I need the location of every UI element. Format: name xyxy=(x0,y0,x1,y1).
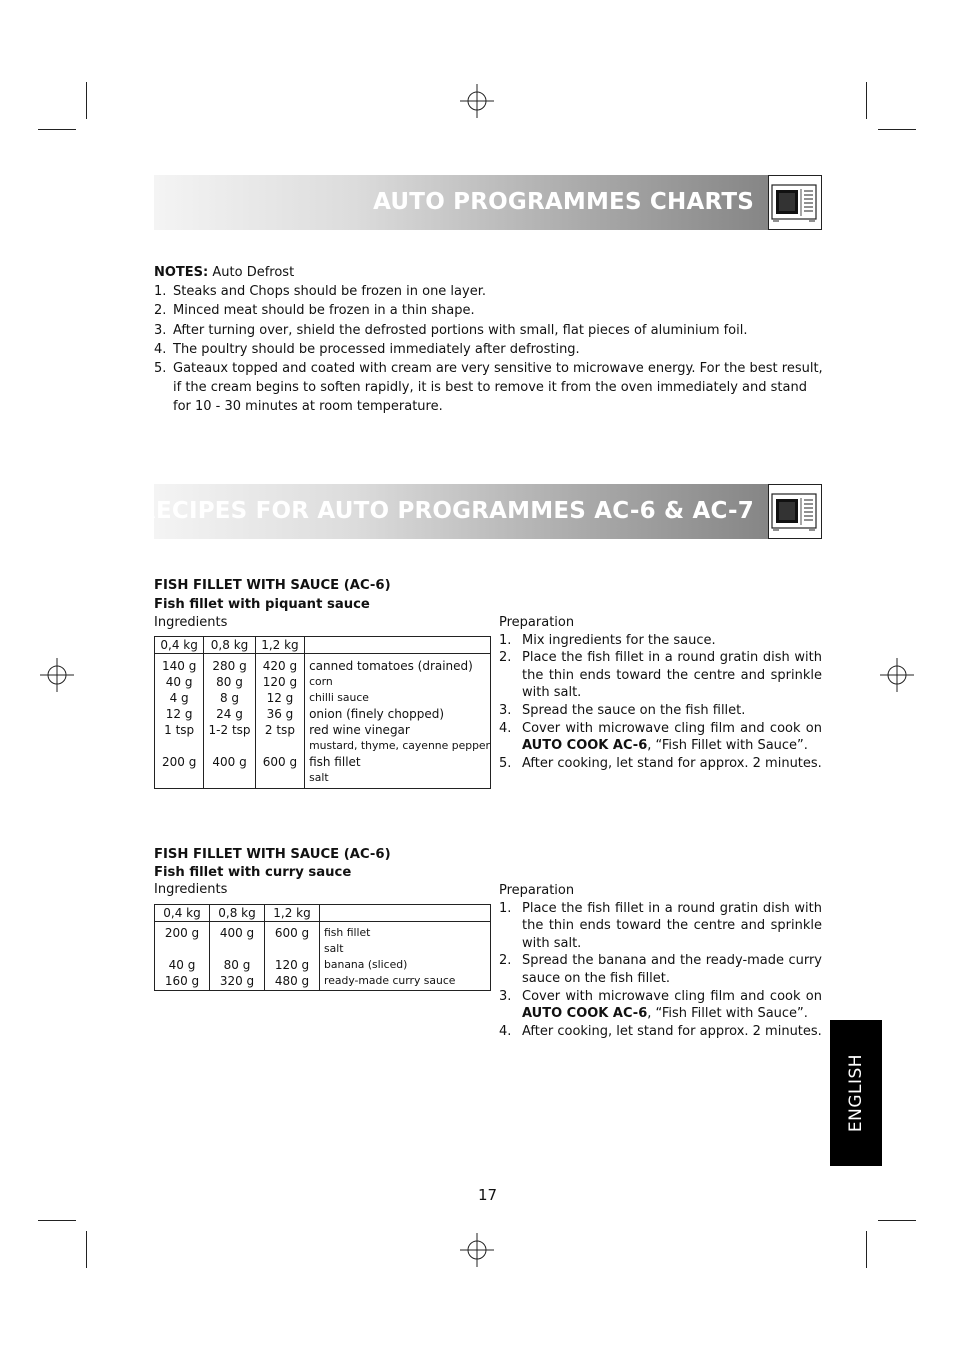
table-cell: 24 g xyxy=(216,707,243,721)
list-item xyxy=(499,702,822,720)
preparation-label: Preparation xyxy=(499,883,575,898)
step-text: Place the fish fillet in a round gratin dish with the thin ends toward the centre and sprinkle with salt. xyxy=(522,650,822,701)
table-cell xyxy=(204,738,255,754)
preparation-section xyxy=(499,614,822,772)
table-cell: canned tomatoes (drained) xyxy=(309,659,473,673)
table-cell: 160 g xyxy=(164,974,200,988)
table-cell: 120 g xyxy=(274,958,310,972)
item-number: 3. xyxy=(154,322,167,338)
step-text: Mix ingredients for the sauce. xyxy=(522,632,716,648)
section-banner-recipes xyxy=(138,484,822,539)
step-number: 4. xyxy=(499,1023,512,1039)
table-header-cell: 1,2 kg xyxy=(255,637,304,654)
table-cell: salt xyxy=(324,942,344,955)
table-cell xyxy=(204,770,255,786)
quantity-column xyxy=(155,654,204,789)
banner-title: AUTO PROGRAMMES CHARTS xyxy=(373,189,754,215)
table-cell: mustard, thyme, cayenne pepper xyxy=(309,739,490,752)
ingredients-table xyxy=(154,904,491,991)
table-cell: corn xyxy=(309,675,333,688)
preparation-label: Preparation xyxy=(499,615,575,630)
table-cell: 80 g xyxy=(216,675,243,689)
notes-label: NOTES: xyxy=(154,265,209,280)
item-number: 4. xyxy=(154,341,167,357)
step-text: After cooking, let stand for approx. 2 minutes. xyxy=(522,755,822,771)
auto-defrost-notes xyxy=(154,263,824,417)
item-number: 5. xyxy=(154,361,167,377)
item-text: Steaks and Chops should be frozen in one layer. xyxy=(173,284,486,300)
recipe-title: FISH FILLET WITH SAUCE (AC-6) xyxy=(154,847,391,862)
registration-mark-icon xyxy=(880,658,914,692)
table-cell: 320 g xyxy=(219,974,255,988)
list-item xyxy=(154,282,824,301)
ingredients-table xyxy=(154,636,491,789)
table-cell xyxy=(256,738,304,754)
step-text: Place the fish fillet in a round gratin dish with the thin ends toward the centre and sprinkle with salt. xyxy=(522,900,822,951)
step-text: Cover with microwave cling film and cook on xyxy=(522,720,822,736)
table-header-cell: 0,8 kg xyxy=(210,905,265,922)
table-cell: 12 g xyxy=(165,707,193,721)
step-number: 2. xyxy=(499,953,512,969)
table-header-cell xyxy=(320,905,491,922)
table-cell: 40 g xyxy=(168,958,196,972)
table-cell: 480 g xyxy=(274,974,310,988)
table-cell: 1 tsp xyxy=(164,723,195,737)
table-header-cell: 0,4 kg xyxy=(155,637,204,654)
registration-mark-icon xyxy=(40,658,74,692)
step-number: 2. xyxy=(499,650,512,666)
table-cell: 400 g xyxy=(212,755,247,769)
recipe-subtitle: Fish fillet with piquant sauce xyxy=(154,597,370,612)
ingredient-name-column xyxy=(305,654,491,789)
list-item xyxy=(499,1023,822,1041)
step-program-name: AUTO COOK AC-6 xyxy=(522,738,648,754)
step-number: 1. xyxy=(499,900,512,916)
table-cell: 600 g xyxy=(274,926,310,940)
list-item xyxy=(499,720,822,755)
table-cell: 140 g xyxy=(161,659,197,673)
notes-heading xyxy=(154,263,824,282)
step-text: Spread the sauce on the fish fillet. xyxy=(522,702,746,718)
item-text: Gateaux topped and coated with cream are very sensitive to microwave energy. For the best result, if the cream begins to soften rapidly, it is best to remove it from the oven immediately and stand for 10 - 30 minutes at room temperature. xyxy=(173,361,823,415)
section-banner-auto-programmes xyxy=(154,175,822,230)
table-cell: salt xyxy=(309,771,329,784)
banner-title: RECIPES FOR AUTO PROGRAMMES AC-6 & AC-7 xyxy=(138,498,754,524)
recipe-title: FISH FILLET WITH SAUCE (AC-6) xyxy=(154,578,391,593)
item-text: The poultry should be processed immediately after defrosting. xyxy=(173,341,580,357)
list-item xyxy=(154,321,824,340)
list-item xyxy=(499,988,822,1023)
table-cell: 200 g xyxy=(161,755,197,769)
microwave-oven-icon xyxy=(768,484,822,539)
table-cell xyxy=(155,770,203,786)
table-cell: red wine vinegar xyxy=(309,723,410,737)
table-cell: onion (finely chopped) xyxy=(309,707,445,721)
preparation-section xyxy=(499,882,822,1040)
table-row xyxy=(155,654,491,789)
table-cell xyxy=(256,770,304,786)
notes-list xyxy=(154,282,824,416)
item-text: After turning over, shield the defrosted portions with small, flat pieces of aluminium foil. xyxy=(173,322,748,338)
step-text: After cooking, let stand for approx. 2 minutes. xyxy=(522,1023,822,1039)
crop-mark xyxy=(86,82,87,119)
table-header-row xyxy=(155,637,491,654)
quantity-column xyxy=(255,654,304,789)
language-tab-label: ENGLISH xyxy=(846,1053,866,1133)
quantity-column xyxy=(204,654,256,789)
crop-mark xyxy=(878,129,916,130)
ingredient-name-column xyxy=(320,922,491,991)
ingredients-label: Ingredients xyxy=(154,882,228,897)
table-cell: 280 g xyxy=(212,659,247,673)
registration-mark-icon xyxy=(460,1233,494,1267)
table-cell xyxy=(155,738,203,754)
item-number: 2. xyxy=(154,303,167,319)
crop-mark xyxy=(38,1220,76,1221)
item-text: Minced meat should be frozen in a thin shape. xyxy=(173,303,475,319)
notes-subtitle: Auto Defrost xyxy=(212,265,295,280)
step-number: 5. xyxy=(499,755,512,771)
table-cell xyxy=(210,941,264,957)
table-cell: 36 g xyxy=(266,707,294,721)
table-cell: 200 g xyxy=(164,926,200,940)
table-cell: 420 g xyxy=(262,659,298,673)
registration-mark-icon xyxy=(460,84,494,118)
step-number: 1. xyxy=(499,632,512,648)
table-cell xyxy=(265,941,319,957)
list-item xyxy=(499,755,822,773)
table-row xyxy=(155,922,491,991)
quantity-column xyxy=(210,922,265,991)
table-cell: 2 tsp xyxy=(264,723,295,737)
table-cell: fish fillet xyxy=(324,926,371,939)
table-header-cell: 1,2 kg xyxy=(265,905,320,922)
table-cell: banana (sliced) xyxy=(324,958,408,971)
crop-mark xyxy=(86,1231,87,1268)
list-item xyxy=(154,359,824,417)
table-cell: 12 g xyxy=(266,691,294,705)
table-cell: chilli sauce xyxy=(309,691,369,704)
table-cell: 600 g xyxy=(262,755,298,769)
table-cell: ready-made curry sauce xyxy=(324,974,456,987)
table-cell: 8 g xyxy=(219,691,240,705)
list-item xyxy=(499,649,822,702)
table-header-cell: 0,4 kg xyxy=(155,905,210,922)
crop-mark xyxy=(38,129,76,130)
step-number: 3. xyxy=(499,702,512,718)
page-number: 17 xyxy=(478,1186,498,1204)
crop-mark xyxy=(878,1220,916,1221)
step-number: 4. xyxy=(499,720,512,736)
table-cell: 1-2 tsp xyxy=(208,723,251,737)
preparation-steps xyxy=(499,632,822,773)
table-cell: 4 g xyxy=(169,691,189,705)
step-number: 3. xyxy=(499,988,512,1004)
crop-mark xyxy=(866,82,867,119)
step-text: , “Fish Fillet with Sauce”. xyxy=(647,1006,808,1022)
quantity-column xyxy=(155,922,210,991)
recipe-subtitle: Fish fillet with curry sauce xyxy=(154,865,352,880)
list-item xyxy=(499,952,822,987)
preparation-steps xyxy=(499,900,822,1041)
table-cell: 400 g xyxy=(219,926,255,940)
table-header-row xyxy=(155,905,491,922)
list-item xyxy=(154,340,824,359)
table-cell xyxy=(155,941,209,957)
list-item xyxy=(154,301,824,320)
item-number: 1. xyxy=(154,284,167,300)
quantity-column xyxy=(265,922,320,991)
step-text: Spread the banana and the ready-made curry sauce on the fish fillet. xyxy=(522,953,822,986)
list-item xyxy=(499,632,822,650)
table-header-cell: 0,8 kg xyxy=(204,637,256,654)
table-cell: fish fillet xyxy=(309,755,361,769)
table-cell: 40 g xyxy=(165,675,193,689)
list-item xyxy=(499,900,822,953)
step-text: Cover with microwave cling film and cook on xyxy=(522,988,822,1004)
microwave-oven-icon xyxy=(768,175,822,230)
table-header-cell xyxy=(305,637,491,654)
crop-mark xyxy=(866,1231,867,1268)
ingredients-label: Ingredients xyxy=(154,615,228,630)
step-program-name: AUTO COOK AC-6 xyxy=(522,1006,648,1022)
step-text: , “Fish Fillet with Sauce”. xyxy=(647,738,808,754)
language-tab xyxy=(830,1020,882,1166)
table-cell: 80 g xyxy=(223,958,251,972)
table-cell: 120 g xyxy=(262,675,298,689)
